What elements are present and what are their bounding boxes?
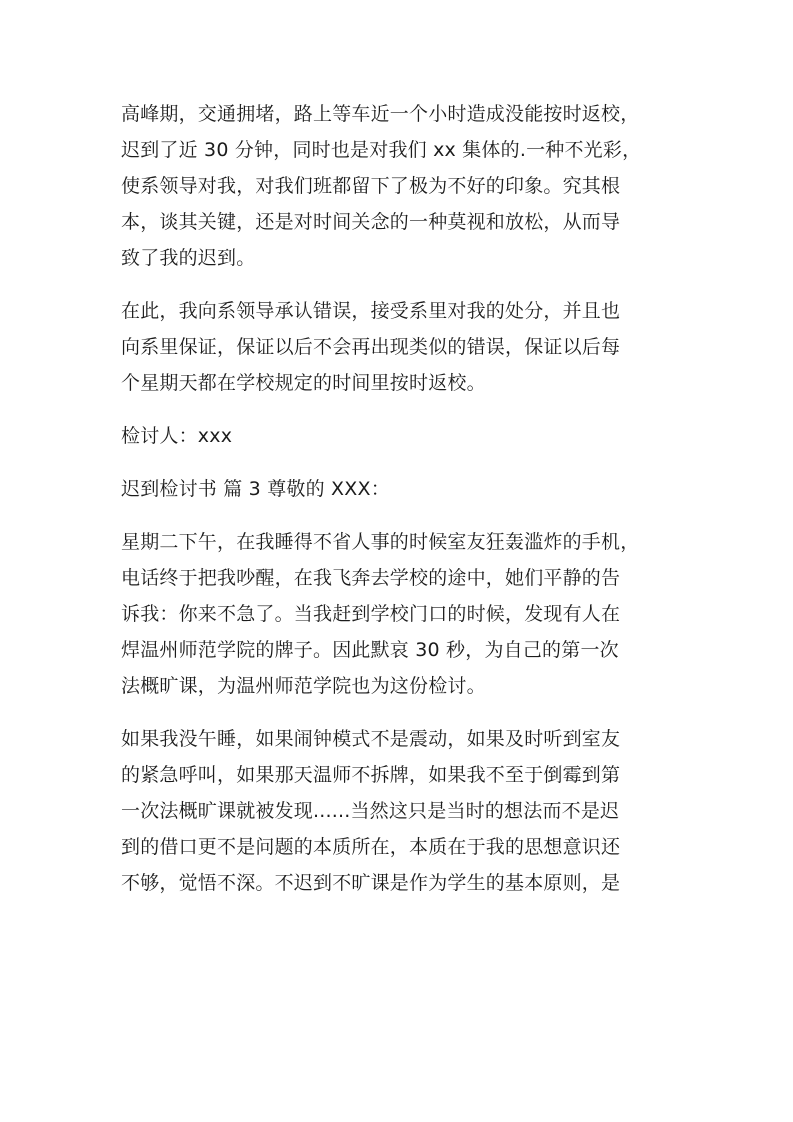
text-line: 使系领导对我，对我们班都留下了极为不好的印象。究其根 — [121, 175, 621, 197]
paragraph-reflection — [121, 721, 681, 901]
text-line: 在此，我向系领导承认错误，接受系里对我的处分，并且也 — [121, 300, 621, 322]
signature-line: 检讨人：xxx — [121, 425, 233, 447]
text-line: 焊温州师范学院的牌子。因此默哀 30 秒，为自己的第一次 — [121, 639, 619, 661]
text-line: 致了我的迟到。 — [121, 247, 256, 269]
document-body — [121, 96, 681, 918]
paragraph-lateness-reason — [121, 96, 681, 276]
paragraph-admission — [121, 293, 681, 401]
text-line: 个星期天都在学校规定的时间里按时返校。 — [121, 372, 486, 394]
text-line: 本，谈其关键，还是对时间关念的一种莫视和放松，从而导 — [121, 211, 621, 233]
text-line: 如果我没午睡，如果闹钟模式不是震动，如果及时听到室友 — [121, 728, 621, 750]
text-line: 高峰期，交通拥堵，路上等车近一个小时造成没能按时返校， — [121, 103, 640, 125]
section-heading: 迟到检讨书 篇 3 尊敬的 XXX： — [121, 478, 390, 500]
text-line: 不够，觉悟不深。不迟到不旷课是作为学生的基本原则，是 — [121, 872, 621, 894]
paragraph-incident — [121, 524, 681, 704]
paragraph-section-heading — [121, 471, 681, 507]
text-line: 电话终于把我吵醒，在我飞奔去学校的途中，她们平静的告 — [121, 567, 621, 589]
text-line: 诉我：你来不急了。当我赶到学校门口的时候，发现有人在 — [121, 603, 621, 625]
text-line: 法概旷课，为温州师范学院也为这份检讨。 — [121, 675, 486, 697]
text-line: 向系里保证，保证以后不会再出现类似的错误，保证以后每 — [121, 336, 621, 358]
text-line: 迟到了近 30 分钟，同时也是对我们 xx 集体的.一种不光彩， — [121, 139, 642, 161]
text-line: 一次法概旷课就被发现......当然这只是当时的想法而不是迟 — [121, 800, 620, 822]
text-line: 到的借口更不是问题的本质所在，本质在于我的思想意识还 — [121, 836, 621, 858]
text-line: 星期二下午，在我睡得不省人事的时候室友狂轰滥炸的手机， — [121, 531, 640, 553]
paragraph-signature — [121, 418, 681, 454]
text-line: 的紧急呼叫，如果那天温师不拆牌，如果我不至于倒霉到第 — [121, 764, 621, 786]
